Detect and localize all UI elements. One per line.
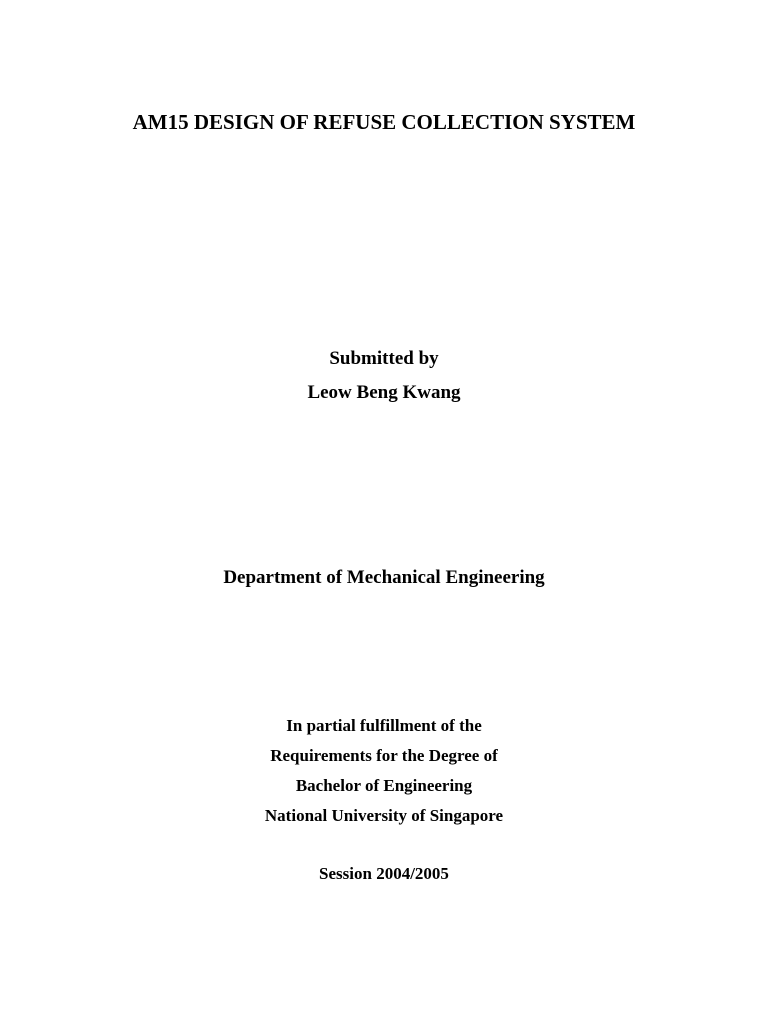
session-line: Session 2004/2005 (319, 864, 449, 883)
fulfillment-line: In partial fulfillment of the (286, 716, 482, 735)
document-title: AM15 DESIGN OF REFUSE COLLECTION SYSTEM (132, 110, 636, 134)
author-name: Leow Beng Kwang (307, 382, 461, 403)
university-line: National University of Singapore (264, 806, 504, 825)
submitted-by-label: Submitted by (329, 348, 439, 369)
fulfillment-line: Requirements for the Degree of (270, 746, 498, 765)
department-name: Department of Mechanical Engineering (223, 567, 545, 588)
degree-line: Bachelor of Engineering (295, 776, 473, 795)
